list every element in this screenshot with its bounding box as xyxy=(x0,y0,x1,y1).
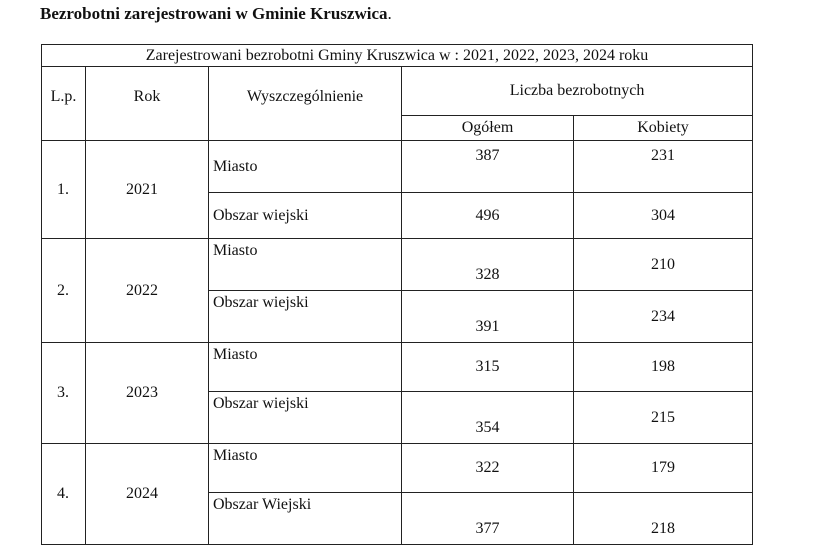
table-caption-row xyxy=(42,45,753,67)
cell-rok: 2022 xyxy=(86,239,209,343)
document-heading xyxy=(40,4,392,24)
cell-ogolem: 322 xyxy=(402,444,574,493)
table-row xyxy=(42,343,753,392)
cell-kobiety: 231 xyxy=(574,141,753,193)
cell-ogolem: 496 xyxy=(402,193,574,239)
table-caption: Zarejestrowani bezrobotni Gminy Kruszwica w : 2021, 2022, 2023, 2024 roku xyxy=(42,45,753,67)
cell-lp: 4. xyxy=(42,444,86,545)
cell-label: Miasto xyxy=(209,239,402,291)
cell-kobiety: 210 xyxy=(574,239,753,291)
cell-ogolem: 387 xyxy=(402,141,574,193)
header-wyszczegolnienie: Wyszczególnienie xyxy=(209,67,402,141)
cell-ogolem: 328 xyxy=(402,239,574,291)
cell-kobiety: 215 xyxy=(574,392,753,444)
cell-label: Miasto xyxy=(209,343,402,392)
header-row-1 xyxy=(42,67,753,116)
cell-kobiety: 198 xyxy=(574,343,753,392)
header-lp: L.p. xyxy=(42,67,86,141)
cell-label: Obszar Wiejski xyxy=(209,493,402,545)
header-ogolem: Ogółem xyxy=(402,116,574,141)
cell-kobiety: 218 xyxy=(574,493,753,545)
heading-period: . xyxy=(387,4,392,23)
table-row xyxy=(42,239,753,291)
unemployment-table xyxy=(41,44,753,545)
cell-ogolem: 377 xyxy=(402,493,574,545)
header-kobiety: Kobiety xyxy=(574,116,753,141)
cell-kobiety: 304 xyxy=(574,193,753,239)
cell-label: Obszar wiejski xyxy=(209,392,402,444)
cell-lp: 2. xyxy=(42,239,86,343)
table-row xyxy=(42,141,753,193)
table-row xyxy=(42,444,753,493)
header-liczba-bezrobotnych: Liczba bezrobotnych xyxy=(402,67,753,116)
cell-lp: 1. xyxy=(42,141,86,239)
cell-label: Obszar wiejski xyxy=(209,193,402,239)
cell-kobiety: 234 xyxy=(574,291,753,343)
cell-ogolem: 391 xyxy=(402,291,574,343)
cell-kobiety: 179 xyxy=(574,444,753,493)
cell-ogolem: 354 xyxy=(402,392,574,444)
cell-lp: 3. xyxy=(42,343,86,444)
cell-rok: 2024 xyxy=(86,444,209,545)
cell-label: Miasto xyxy=(209,141,402,193)
cell-rok: 2023 xyxy=(86,343,209,444)
cell-rok: 2021 xyxy=(86,141,209,239)
cell-label: Miasto xyxy=(209,444,402,493)
cell-ogolem: 315 xyxy=(402,343,574,392)
cell-label: Obszar wiejski xyxy=(209,291,402,343)
header-rok: Rok xyxy=(86,67,209,141)
heading-title: Bezrobotni zarejestrowani w Gminie Kruszwica xyxy=(40,4,388,23)
